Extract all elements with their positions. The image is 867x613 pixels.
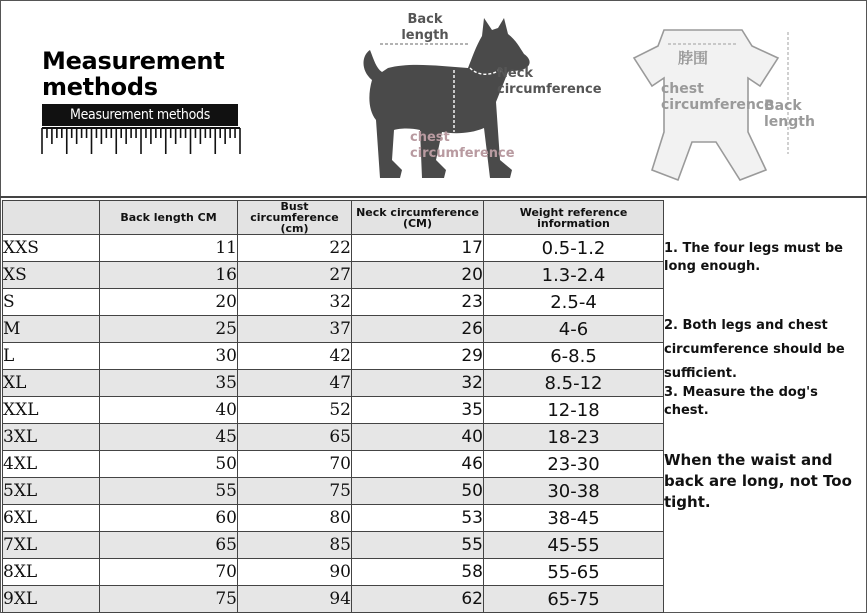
table-row xyxy=(3,586,664,613)
cell-weight: 65-75 xyxy=(484,586,664,613)
cell-size: XXL xyxy=(3,397,100,424)
table-row xyxy=(3,451,664,478)
dog-chest-label: chest circumference xyxy=(410,130,515,161)
ruler-icon xyxy=(38,126,244,156)
cell-weight: 18-23 xyxy=(484,424,664,451)
cell-weight: 2.5-4 xyxy=(484,289,664,316)
section-divider xyxy=(0,196,867,198)
title-line-1: Measurement xyxy=(42,47,225,75)
cell-size: M xyxy=(3,316,100,343)
cell-size: L xyxy=(3,343,100,370)
cell-size: S xyxy=(3,289,100,316)
cell-bust: 75 xyxy=(238,478,352,505)
table-row xyxy=(3,262,664,289)
header-back-length: Back length CM xyxy=(100,201,238,235)
header-size xyxy=(3,201,100,235)
cell-back: 75 xyxy=(100,586,238,613)
cell-neck: 53 xyxy=(352,505,484,532)
table-row xyxy=(3,370,664,397)
cell-size: 6XL xyxy=(3,505,100,532)
cell-neck: 58 xyxy=(352,559,484,586)
cell-back: 50 xyxy=(100,451,238,478)
cell-bust: 70 xyxy=(238,451,352,478)
cell-weight: 30-38 xyxy=(484,478,664,505)
cell-weight: 12-18 xyxy=(484,397,664,424)
cell-neck: 50 xyxy=(352,478,484,505)
cell-bust: 32 xyxy=(238,289,352,316)
ruler-label: Measurement methods xyxy=(42,104,238,126)
table-row xyxy=(3,397,664,424)
header-bust: Bust circumference (cm) xyxy=(238,201,352,235)
shirt-chinese-label: 脖围 xyxy=(678,49,709,67)
dog-back-length-label: Back length xyxy=(401,12,449,43)
cell-back: 35 xyxy=(100,370,238,397)
note-4: When the waist and back are long, not Too tight. xyxy=(664,451,852,511)
cell-bust: 52 xyxy=(238,397,352,424)
cell-neck: 29 xyxy=(352,343,484,370)
table-row xyxy=(3,235,664,262)
dog-neck-label: Neck circumference xyxy=(497,66,602,97)
cell-bust: 27 xyxy=(238,262,352,289)
cell-size: 3XL xyxy=(3,424,100,451)
table-row xyxy=(3,343,664,370)
cell-weight: 55-65 xyxy=(484,559,664,586)
page-title xyxy=(42,48,224,100)
table-header-row xyxy=(3,201,664,235)
cell-neck: 62 xyxy=(352,586,484,613)
cell-neck: 46 xyxy=(352,451,484,478)
cell-size: XS xyxy=(3,262,100,289)
cell-neck: 35 xyxy=(352,397,484,424)
cell-weight: 8.5-12 xyxy=(484,370,664,397)
table-row xyxy=(3,559,664,586)
table-row xyxy=(3,316,664,343)
shirt-chest-label: chest circumference xyxy=(661,81,774,113)
cell-back: 55 xyxy=(100,478,238,505)
cell-weight: 38-45 xyxy=(484,505,664,532)
shirt-back-length-label: Back length xyxy=(764,98,815,130)
table-row xyxy=(3,532,664,559)
cell-neck: 23 xyxy=(352,289,484,316)
cell-back: 65 xyxy=(100,532,238,559)
cell-size: 8XL xyxy=(3,559,100,586)
note-3: 3. Measure the dog's chest. xyxy=(664,385,818,418)
cell-back: 11 xyxy=(100,235,238,262)
cell-bust: 37 xyxy=(238,316,352,343)
cell-neck: 32 xyxy=(352,370,484,397)
table-row xyxy=(3,424,664,451)
header-neck: Neck circumference (CM) xyxy=(352,201,484,235)
cell-bust: 42 xyxy=(238,343,352,370)
cell-size: 9XL xyxy=(3,586,100,613)
cell-back: 60 xyxy=(100,505,238,532)
cell-neck: 20 xyxy=(352,262,484,289)
cell-weight: 0.5-1.2 xyxy=(484,235,664,262)
table-row xyxy=(3,505,664,532)
cell-weight: 45-55 xyxy=(484,532,664,559)
cell-size: 7XL xyxy=(3,532,100,559)
table-body xyxy=(3,235,664,613)
title-line-2: methods xyxy=(42,73,158,101)
cell-back: 45 xyxy=(100,424,238,451)
cell-weight: 1.3-2.4 xyxy=(484,262,664,289)
table-row xyxy=(3,478,664,505)
note-2: 2. Both legs and chest circumference should be sufficient. xyxy=(664,318,845,381)
cell-back: 20 xyxy=(100,289,238,316)
cell-back: 25 xyxy=(100,316,238,343)
cell-bust: 90 xyxy=(238,559,352,586)
cell-neck: 17 xyxy=(352,235,484,262)
size-chart-table xyxy=(2,200,664,613)
cell-back: 30 xyxy=(100,343,238,370)
cell-back: 16 xyxy=(100,262,238,289)
cell-bust: 47 xyxy=(238,370,352,397)
note-1: 1. The four legs must be long enough. xyxy=(664,241,843,274)
cell-size: 5XL xyxy=(3,478,100,505)
cell-neck: 40 xyxy=(352,424,484,451)
cell-size: XL xyxy=(3,370,100,397)
cell-bust: 94 xyxy=(238,586,352,613)
cell-back: 40 xyxy=(100,397,238,424)
cell-bust: 80 xyxy=(238,505,352,532)
cell-size: 4XL xyxy=(3,451,100,478)
table-row xyxy=(3,289,664,316)
cell-weight: 6-8.5 xyxy=(484,343,664,370)
cell-weight: 4-6 xyxy=(484,316,664,343)
cell-bust: 85 xyxy=(238,532,352,559)
cell-neck: 55 xyxy=(352,532,484,559)
cell-size: XXS xyxy=(3,235,100,262)
cell-bust: 65 xyxy=(238,424,352,451)
header-weight: Weight reference information xyxy=(484,201,664,235)
cell-weight: 23-30 xyxy=(484,451,664,478)
cell-bust: 22 xyxy=(238,235,352,262)
cell-back: 70 xyxy=(100,559,238,586)
cell-neck: 26 xyxy=(352,316,484,343)
